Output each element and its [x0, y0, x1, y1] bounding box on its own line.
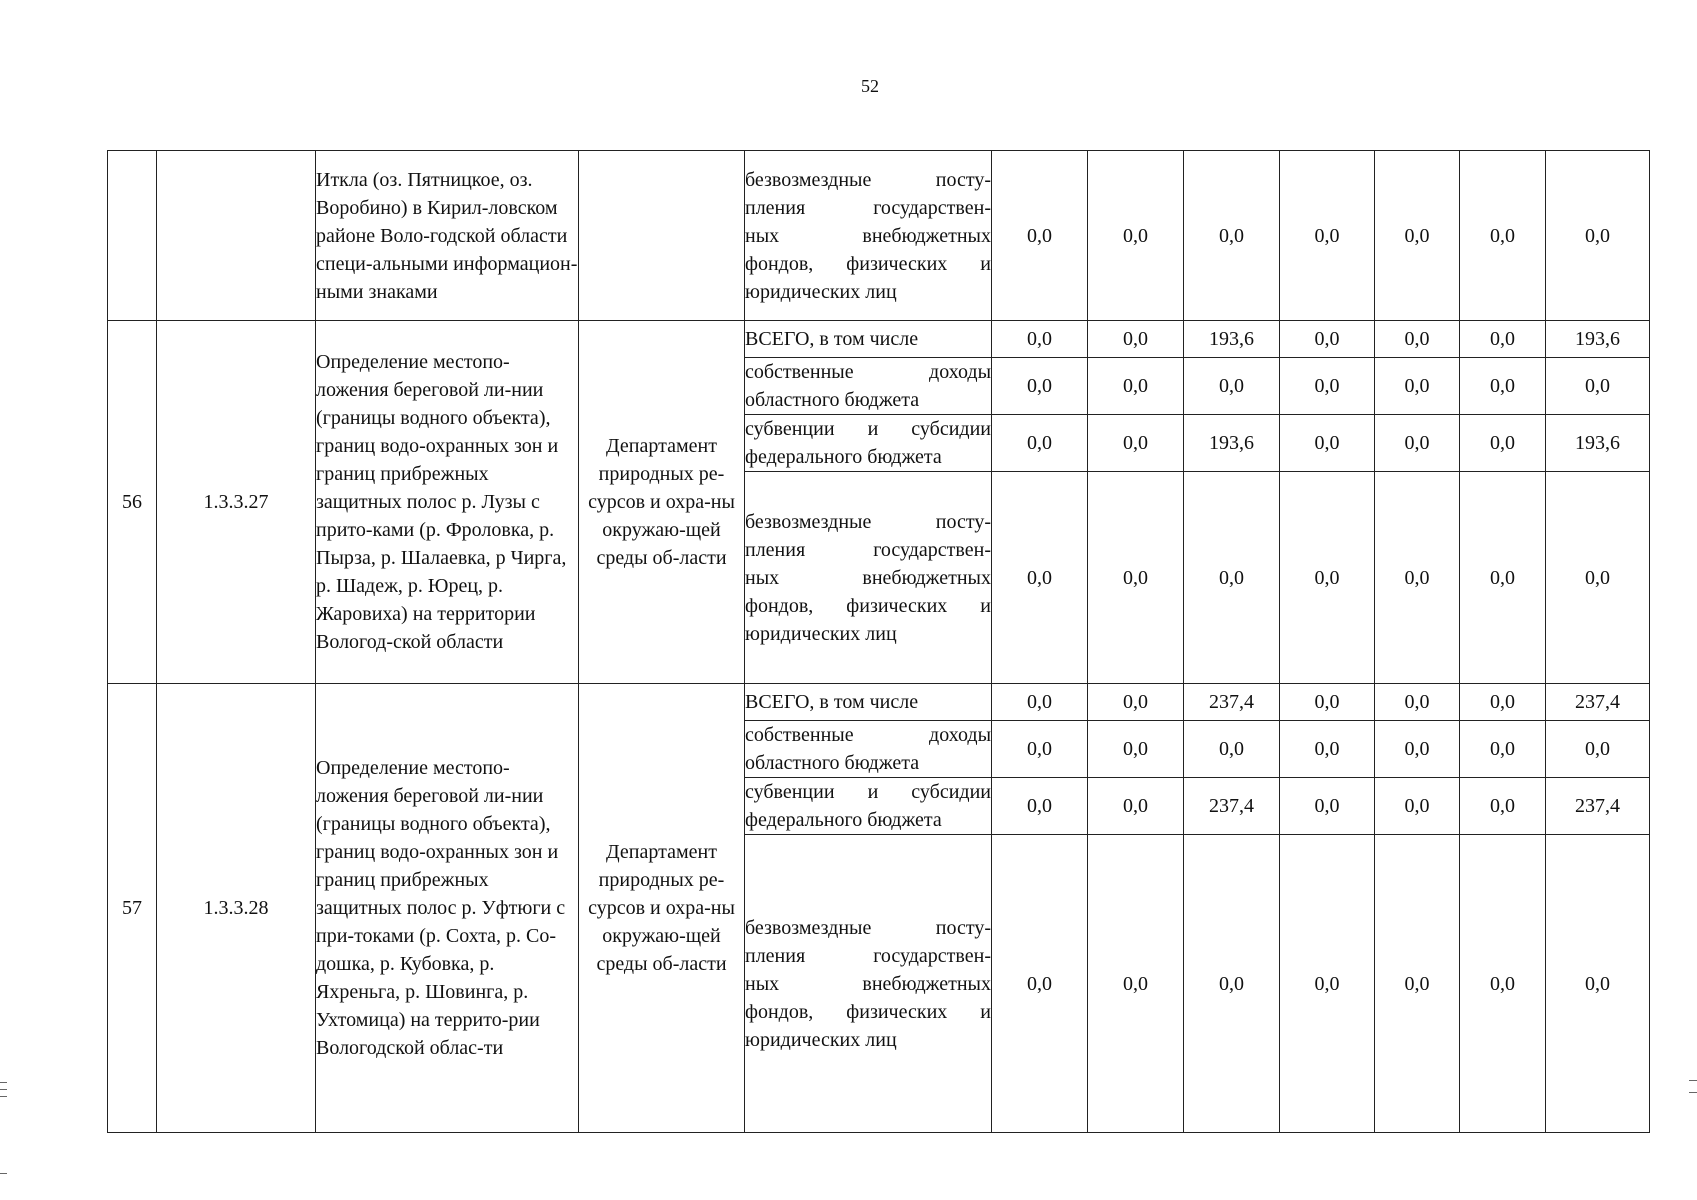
amount-cell: 0,0 — [1460, 415, 1546, 472]
amount-cell: 0,0 — [1088, 684, 1184, 721]
item-code — [157, 151, 316, 321]
funding-source-line: собственные доходы — [745, 724, 991, 746]
item-number: 57 — [108, 684, 157, 1133]
amount-cell: 237,4 — [1184, 778, 1280, 835]
amount-cell: 0,0 — [1280, 321, 1375, 358]
funding-source-line: юридических лиц — [745, 1028, 897, 1051]
item-code: 1.3.3.28 — [157, 684, 316, 1133]
funding-source-line: безвозмездные посту- — [745, 168, 991, 191]
amount-cell: 193,6 — [1184, 321, 1280, 358]
amount-cell: 0,0 — [1088, 721, 1184, 778]
funding-source-line: пления государствен- — [745, 196, 991, 219]
amount-cell: 0,0 — [1280, 684, 1375, 721]
amount-cell: 0,0 — [1088, 778, 1184, 835]
amount-cell: 0,0 — [1088, 358, 1184, 415]
table-row — [108, 151, 1650, 321]
scan-mark — [0, 1082, 7, 1083]
amount-cell: 0,0 — [1280, 415, 1375, 472]
item-executor — [579, 151, 745, 321]
amount-cell: 0,0 — [1184, 151, 1280, 321]
amount-cell: 0,0 — [1375, 684, 1460, 721]
amount-cell: 0,0 — [1546, 721, 1650, 778]
amount-cell: 0,0 — [1375, 835, 1460, 1133]
amount-cell: 0,0 — [1088, 415, 1184, 472]
amount-cell: 0,0 — [1460, 472, 1546, 684]
funding-source-line: пления государствен- — [745, 944, 991, 967]
item-executor: Департамент природных ре-сурсов и охра-ны окружаю-щей среды об-ласти — [579, 684, 745, 1133]
amount-cell: 0,0 — [1280, 835, 1375, 1133]
amount-cell: 0,0 — [992, 778, 1088, 835]
amount-cell: 0,0 — [1375, 472, 1460, 684]
budget-table — [107, 150, 1650, 1133]
amount-cell: 0,0 — [992, 684, 1088, 721]
amount-cell: 0,0 — [1460, 321, 1546, 358]
funding-source-line: ВСЕГО, в том числе — [745, 328, 919, 350]
amount-cell: 0,0 — [1088, 321, 1184, 358]
item-executor: Департамент природных ре-сурсов и охра-ны окружаю-щей среды об-ласти — [579, 321, 745, 684]
amount-cell: 0,0 — [1460, 778, 1546, 835]
scan-mark — [0, 1173, 7, 1174]
amount-cell: 0,0 — [992, 835, 1088, 1133]
item-name: Определение местопо-ложения береговой ли-нии (границы водного объекта), границ водо-охранных зон и границ прибрежных защитных полос р. Уфтюги с при-токами (р. Сохта, р. Со-дошка, р. Кубовка, р. Яхреньга, р. Шовинга, р. Ухтомица) на террито-рии Вологодской облас-ти — [316, 684, 579, 1133]
funding-source — [745, 151, 992, 321]
amount-cell: 0,0 — [1280, 151, 1375, 321]
amount-cell: 237,4 — [1546, 778, 1650, 835]
amount-cell: 0,0 — [1088, 835, 1184, 1133]
amount-cell: 193,6 — [1546, 321, 1650, 358]
funding-source-line: фондов, физических и — [745, 594, 991, 617]
amount-cell: 0,0 — [992, 321, 1088, 358]
funding-source-line: федерального бюджета — [745, 809, 942, 831]
funding-source-line: ных внебюджетных — [745, 566, 991, 589]
funding-source — [745, 721, 992, 778]
scan-mark — [1689, 1092, 1697, 1093]
amount-cell: 237,4 — [1546, 684, 1650, 721]
scan-mark — [1689, 1080, 1697, 1081]
amount-cell: 0,0 — [992, 415, 1088, 472]
table-body — [108, 151, 1650, 1133]
amount-cell: 0,0 — [1460, 151, 1546, 321]
amount-cell: 0,0 — [1280, 721, 1375, 778]
item-code: 1.3.3.27 — [157, 321, 316, 684]
table-row — [108, 684, 1650, 721]
scan-mark — [0, 1089, 7, 1090]
amount-cell: 0,0 — [1088, 472, 1184, 684]
amount-cell: 0,0 — [1375, 151, 1460, 321]
amount-cell: 0,0 — [992, 151, 1088, 321]
amount-cell: 0,0 — [1184, 835, 1280, 1133]
amount-cell: 0,0 — [1184, 721, 1280, 778]
amount-cell: 0,0 — [1546, 358, 1650, 415]
amount-cell: 0,0 — [1546, 151, 1650, 321]
funding-source-line: юридических лиц — [745, 622, 897, 645]
funding-source — [745, 835, 992, 1133]
amount-cell: 0,0 — [992, 472, 1088, 684]
amount-cell: 0,0 — [1460, 358, 1546, 415]
funding-source-line: безвозмездные посту- — [745, 510, 991, 533]
table-row — [108, 321, 1650, 358]
funding-source-line: областного бюджета — [745, 752, 920, 774]
amount-cell: 237,4 — [1184, 684, 1280, 721]
scan-mark — [0, 1096, 7, 1097]
funding-source — [745, 321, 992, 358]
funding-source-line: собственные доходы — [745, 361, 991, 383]
funding-source — [745, 684, 992, 721]
amount-cell: 0,0 — [1184, 358, 1280, 415]
amount-cell: 0,0 — [1184, 472, 1280, 684]
funding-source-line: фондов, физических и — [745, 252, 991, 275]
funding-source-line: ных внебюджетных — [745, 224, 991, 247]
item-name: Иткла (оз. Пятницкое, оз. Воробино) в Кирил-ловском районе Воло-годской области специ-альными информацион-ными знаками — [316, 151, 579, 321]
funding-source — [745, 358, 992, 415]
item-number: 56 — [108, 321, 157, 684]
amount-cell: 0,0 — [992, 358, 1088, 415]
item-number — [108, 151, 157, 321]
amount-cell: 0,0 — [1546, 835, 1650, 1133]
amount-cell: 0,0 — [1280, 472, 1375, 684]
funding-source — [745, 472, 992, 684]
amount-cell: 0,0 — [1460, 721, 1546, 778]
item-name: Определение местопо-ложения береговой ли-нии (границы водного объекта), границ водо-охранных зон и границ прибрежных защитных полос р. Лузы с прито-ками (р. Фроловка, р. Пырза, р. Шалаевка, р Чирга, р. Шадеж, р. Юрец, р. Жаровиха) на территории Вологод-ской области — [316, 321, 579, 684]
amount-cell: 0,0 — [1546, 472, 1650, 684]
amount-cell: 193,6 — [1184, 415, 1280, 472]
funding-source — [745, 415, 992, 472]
amount-cell: 0,0 — [1375, 778, 1460, 835]
funding-source-line: ных внебюджетных — [745, 972, 991, 995]
funding-source-line: субвенции и субсидии — [745, 418, 991, 440]
amount-cell: 0,0 — [1375, 358, 1460, 415]
amount-cell: 0,0 — [1280, 358, 1375, 415]
amount-cell: 0,0 — [992, 721, 1088, 778]
funding-source-line: юридических лиц — [745, 280, 897, 303]
amount-cell: 0,0 — [1375, 415, 1460, 472]
amount-cell: 0,0 — [1375, 321, 1460, 358]
funding-source-line: областного бюджета — [745, 389, 920, 411]
amount-cell: 193,6 — [1546, 415, 1650, 472]
amount-cell: 0,0 — [1280, 778, 1375, 835]
amount-cell: 0,0 — [1460, 835, 1546, 1133]
funding-source-line: субвенции и субсидии — [745, 781, 991, 803]
funding-source-line: ВСЕГО, в том числе — [745, 691, 919, 713]
funding-source-line: федерального бюджета — [745, 446, 942, 468]
funding-source-line: безвозмездные посту- — [745, 916, 991, 939]
funding-source-line: фондов, физических и — [745, 1000, 991, 1023]
amount-cell: 0,0 — [1460, 684, 1546, 721]
page-number: 52 — [861, 76, 879, 96]
funding-source — [745, 778, 992, 835]
amount-cell: 0,0 — [1375, 721, 1460, 778]
funding-source-line: пления государствен- — [745, 538, 991, 561]
amount-cell: 0,0 — [1088, 151, 1184, 321]
